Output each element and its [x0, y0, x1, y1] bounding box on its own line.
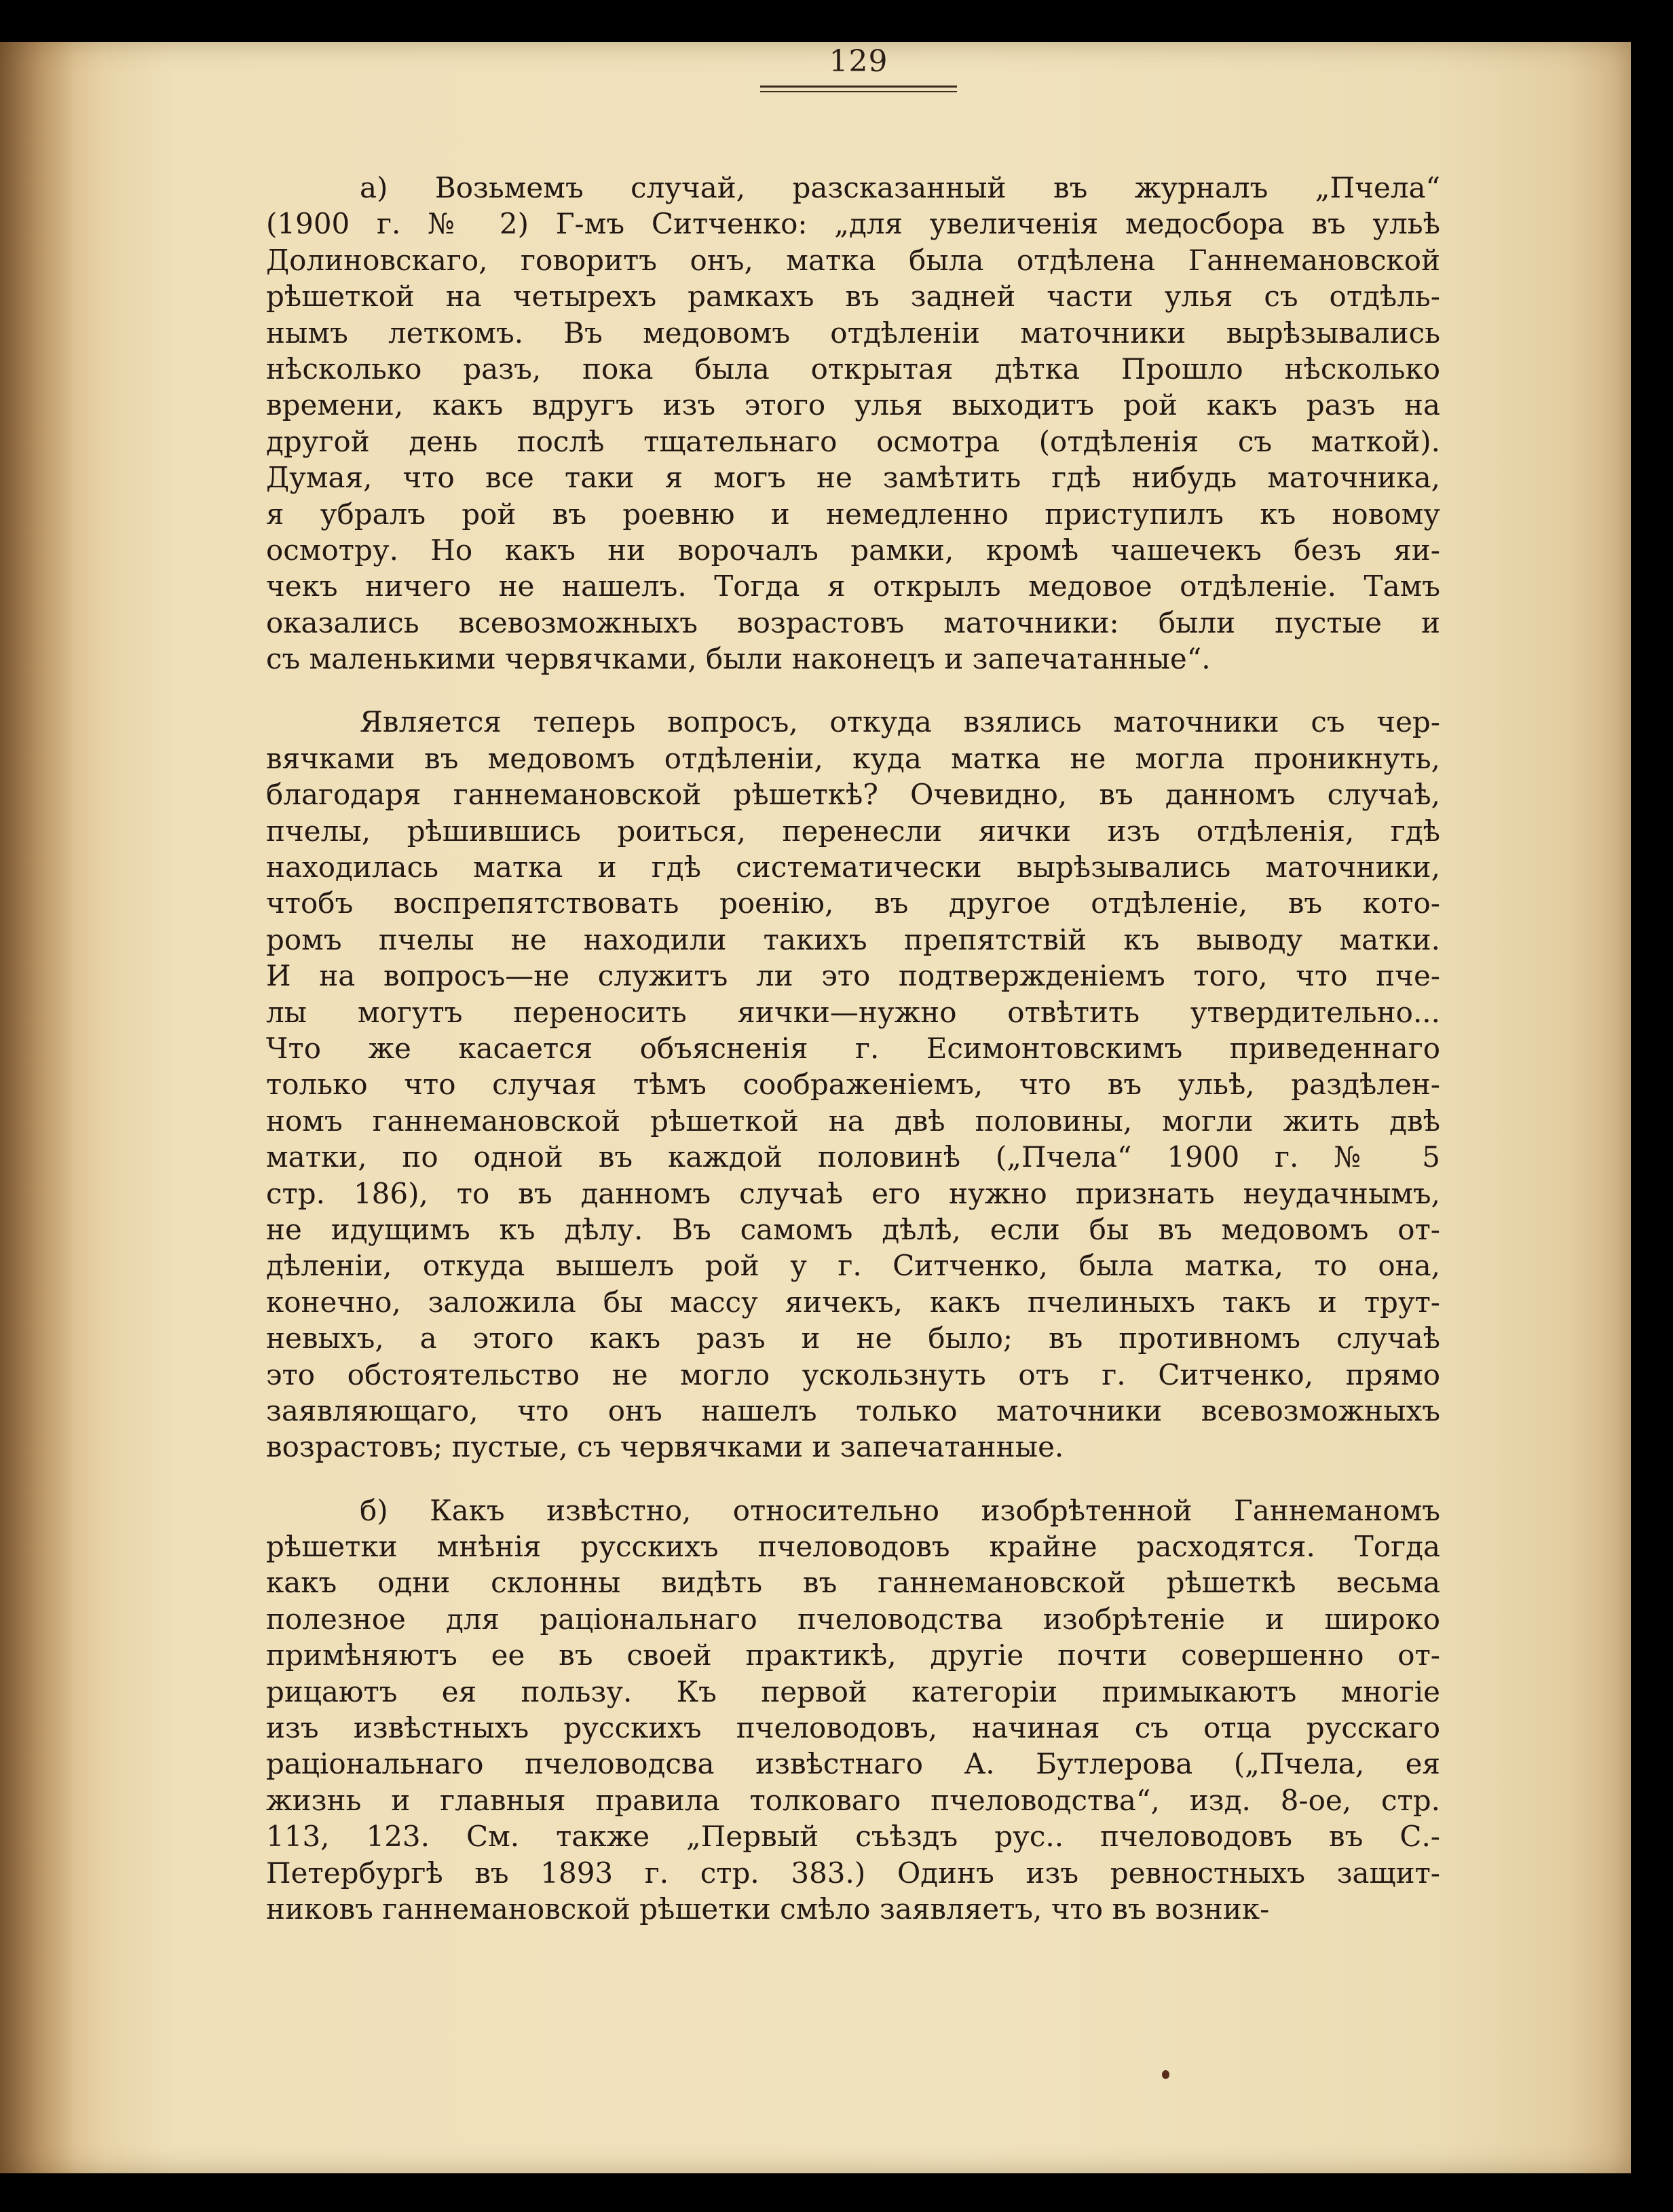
text-line: возрастовъ; пустые, съ червячками и запечатанные.	[266, 1430, 1064, 1464]
body-text	[266, 170, 1440, 1927]
text-line: изъ извѣстныхъ русскихъ пчеловодовъ, начиная съ отца русскаго	[266, 1711, 1440, 1745]
text-line: ромъ пчелы не находили такихъ препятствій къ выводу матки.	[266, 922, 1440, 956]
text-line: съ маленькими червячками, были наконецъ и запечатанные“.	[266, 642, 1211, 676]
text-line: это обстоятельство не могло ускользнуть отъ г. Ситченко, прямо	[266, 1357, 1440, 1391]
text-line: нѣсколько разъ, пока была открытая дѣтка Прошло нѣсколько	[266, 352, 1440, 386]
text-line: другой день послѣ тщательнаго осмотра (отдѣленія съ маткой).	[266, 424, 1440, 458]
text-line: времени, какъ вдругъ изъ этого улья выходитъ рой какъ разъ на	[266, 388, 1440, 422]
text-line: какъ одни склонны видѣть въ ганнемановской рѣшеткѣ весьма	[266, 1566, 1440, 1600]
header-rule	[760, 86, 957, 88]
page-gutter-shadow	[0, 42, 75, 2173]
text-line: а) Возьмемъ случай, разсказанный въ журналъ „Пчела“	[360, 171, 1440, 204]
text-line: полезное для раціональнаго пчеловодства изобрѣтеніе и широко	[266, 1602, 1440, 1636]
text-line: И на вопросъ—не служитъ ли это подтвержденіемъ того, что пче-	[266, 959, 1440, 993]
text-line: никовъ ганнемановской рѣшетки смѣло заявляетъ, что въ возник-	[266, 1892, 1270, 1926]
text-line: оказались всевозможныхъ возрастовъ маточники: были пустые и	[266, 605, 1440, 639]
text-line: примѣняютъ ее въ своей практикѣ, другіе почти совершенно от-	[266, 1638, 1440, 1672]
text-line: только что случая тѣмъ соображеніемъ, что въ ульѣ, раздѣлен-	[266, 1068, 1440, 1102]
text-line: б) Какъ извѣстно, относительно изобрѣтенной Ганнеманомъ	[360, 1493, 1440, 1527]
text-line: рицаютъ ея пользу. Къ первой категоріи примыкаютъ многіе	[266, 1674, 1440, 1708]
text-line: (1900 г. № 2) Г-мъ Ситченко: „для увеличенія медосбора въ ульѣ	[266, 207, 1440, 241]
text-line: Является теперь вопросъ, откуда взялись маточники съ чер-	[360, 705, 1440, 739]
text-line: Долиновскаго, говоритъ онъ, матка была отдѣлена Ганнемановской	[266, 243, 1440, 277]
text-line: вячками въ медовомъ отдѣленіи, куда матка не могла проникнуть,	[266, 741, 1440, 775]
text-line: раціональнаго пчеловодсва извѣстнаго А. Бутлерова („Пчела, ея	[266, 1747, 1440, 1781]
text-line: номъ ганнемановской рѣшеткой на двѣ половины, могли жить двѣ	[266, 1104, 1440, 1138]
text-line: Думая, что все таки я могъ не замѣтить гдѣ нибудь маточника,	[266, 461, 1440, 495]
header-rule-double	[760, 91, 957, 92]
text-line: пчелы, рѣшившись роиться, перенесли яички изъ отдѣленія, гдѣ	[266, 814, 1440, 848]
text-line: матки, по одной въ каждой половинѣ („Пчела“ 1900 г. № 5	[266, 1140, 1440, 1174]
text-line: Что же касается объясненія г. Есимонтовскимъ приведеннаго	[266, 1031, 1440, 1065]
text-line: Петербургѣ въ 1893 г. стр. 383.) Одинъ изъ ревностныхъ защит-	[266, 1856, 1440, 1890]
text-line: находилась матка и гдѣ систематически вырѣзывались маточники,	[266, 850, 1440, 884]
text-line: лы могутъ переносить яички—нужно отвѣтить утвердительно...	[266, 995, 1440, 1029]
text-line: чтобъ воспрепятствовать роенію, въ другое отдѣленіе, въ кото-	[266, 886, 1440, 920]
text-line: заявляющаго, что онъ нашелъ только маточники всевозможныхъ	[266, 1393, 1440, 1427]
text-line: конечно, заложила бы массу яичекъ, какъ пчелиныхъ такъ и трут-	[266, 1285, 1440, 1319]
text-line: не идущимъ къ дѣлу. Въ самомъ дѣлѣ, если бы въ медовомъ от-	[266, 1212, 1440, 1246]
text-line: благодаря ганнемановской рѣшеткѣ? Очевидно, въ данномъ случаѣ,	[266, 778, 1440, 812]
text-line: дѣленіи, откуда вышелъ рой у г. Ситченко, была матка, то она,	[266, 1249, 1440, 1283]
text-line: нымъ леткомъ. Въ медовомъ отдѣленіи маточники вырѣзывались	[266, 316, 1440, 350]
paragraph-a	[266, 170, 1440, 677]
text-line: жизнь и главныя правила толковаго пчеловодства“, изд. 8-ое, стр.	[266, 1783, 1440, 1817]
text-line: рѣшетки мнѣнія русскихъ пчеловодовъ крайне расходятся. Тогда	[266, 1530, 1440, 1564]
text-line: я убралъ рой въ роевню и немедленно приступилъ къ новому	[266, 497, 1440, 531]
text-line: невыхъ, а этого какъ разъ и не было; въ противномъ случаѣ	[266, 1321, 1440, 1355]
paragraph-b	[266, 1493, 1440, 1928]
page-number: 129	[829, 44, 888, 79]
text-line: осмотру. Но какъ ни ворочалъ рамки, кромѣ чашечекъ безъ яи-	[266, 533, 1440, 567]
ink-speck	[1162, 2070, 1169, 2079]
paragraph-question	[266, 704, 1440, 1465]
text-line: чекъ ничего не нашелъ. Тогда я открылъ медовое отдѣленіе. Тамъ	[266, 569, 1440, 603]
text-line: стр. 186), то въ данномъ случаѣ его нужно признать неудачнымъ,	[266, 1176, 1440, 1210]
text-line: рѣшеткой на четырехъ рамкахъ въ задней части улья съ отдѣль-	[266, 280, 1440, 314]
text-line: 113, 123. См. также „Первый съѣздъ рус.. пчеловодовъ въ С.-	[266, 1820, 1440, 1854]
page-header	[760, 42, 957, 92]
